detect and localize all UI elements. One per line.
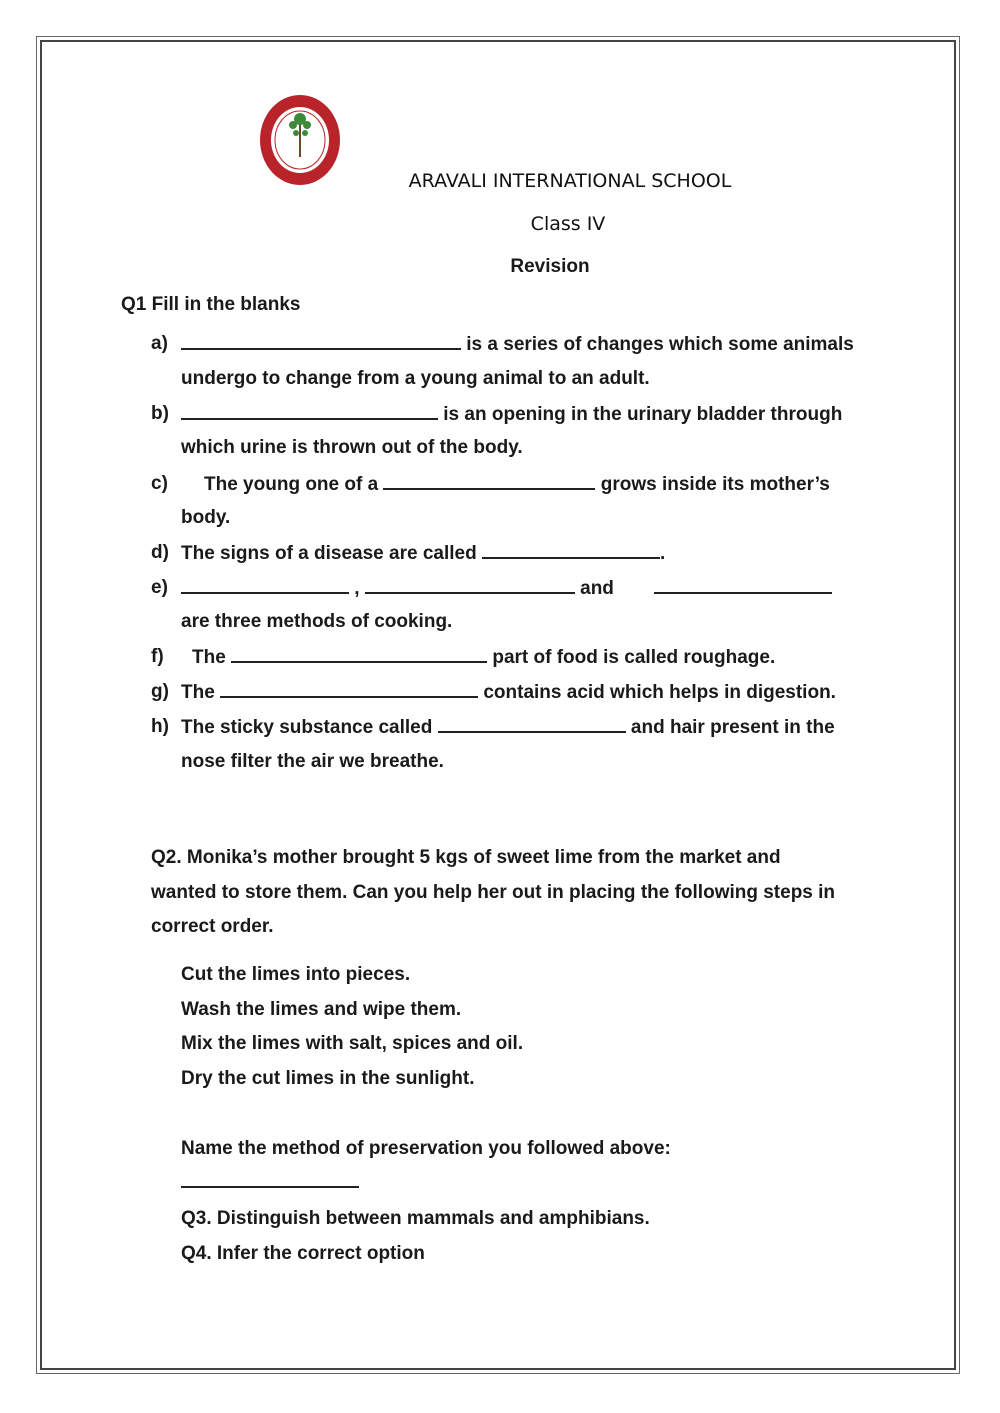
- q1-item-e-line1: , and: [181, 576, 614, 601]
- q2-step: Mix the limes with salt, spices and oil.: [181, 1033, 524, 1054]
- answer-blank[interactable]: [181, 576, 349, 594]
- q3-text: Q3. Distinguish between mammals and amphibians.: [181, 1208, 650, 1229]
- q1-title: Q1 Fill in the blanks: [121, 294, 301, 315]
- q2-text-line: Q2. Monika’s mother brought 5 kgs of sweet lime from the market and: [151, 847, 781, 868]
- q1-item-label: d): [151, 542, 169, 563]
- q2-step: Dry the cut limes in the sunlight.: [181, 1068, 475, 1089]
- q2-step: Cut the limes into pieces.: [181, 964, 411, 985]
- answer-blank[interactable]: [654, 576, 832, 594]
- q1-item-b-line2: which urine is thrown out of the body.: [181, 437, 523, 458]
- page-subtitle: Revision: [510, 256, 590, 277]
- q2-method-answer: [181, 1170, 359, 1195]
- page-border: [40, 40, 956, 1370]
- q2-step: Wash the limes and wipe them.: [181, 999, 462, 1020]
- q1-item-label: h): [151, 716, 169, 737]
- q1-item-c-line1: The young one of a grows inside its mother’s: [204, 474, 830, 495]
- q2-method-prompt: Name the method of preservation you followed above:: [181, 1138, 671, 1159]
- q1-item-c-line2: body.: [181, 507, 231, 528]
- answer-blank[interactable]: [181, 402, 438, 420]
- answer-blank[interactable]: [365, 576, 575, 594]
- answer-blank[interactable]: [220, 680, 478, 698]
- answer-blank[interactable]: [438, 715, 626, 733]
- q1-item-g-line1: The contains acid which helps in digestion.: [181, 682, 836, 703]
- q1-item-label: g): [151, 681, 169, 702]
- q1-item-label: c): [151, 473, 168, 494]
- q1-item-a-line1: is a series of changes which some animals: [181, 332, 854, 357]
- class-label: Class IV: [530, 213, 606, 235]
- answer-blank[interactable]: [383, 472, 595, 490]
- answer-blank[interactable]: [181, 332, 461, 350]
- q2-text-line: correct order.: [151, 916, 274, 937]
- q1-item-b-line1: is an opening in the urinary bladder through: [181, 402, 842, 427]
- q1-item-a-line2: undergo to change from a young animal to an adult.: [181, 368, 650, 389]
- answer-blank[interactable]: [482, 541, 660, 559]
- school-name: ARAVALI INTERNATIONAL SCHOOL: [408, 170, 732, 192]
- q1-item-label: f): [151, 646, 164, 667]
- q1-item-label: b): [151, 403, 169, 424]
- q2-text-line: wanted to store them. Can you help her out in placing the following steps in: [151, 882, 836, 903]
- answer-blank[interactable]: [231, 645, 487, 663]
- q1-item-label: e): [151, 577, 168, 598]
- answer-blank[interactable]: [181, 1170, 359, 1188]
- q1-item-h-line2: nose filter the air we breathe.: [181, 751, 444, 772]
- q1-item-h-line1: The sticky substance called and hair present in the: [181, 717, 835, 738]
- q1-item-f-line1: The part of food is called roughage.: [192, 647, 776, 668]
- q1-item-d-line1: The signs of a disease are called .: [181, 543, 666, 564]
- q4-text: Q4. Infer the correct option: [181, 1243, 425, 1264]
- q1-item-e-line2: are three methods of cooking.: [181, 611, 453, 632]
- q1-item-label: a): [151, 333, 168, 354]
- q1-item-e-blank3: [654, 576, 832, 601]
